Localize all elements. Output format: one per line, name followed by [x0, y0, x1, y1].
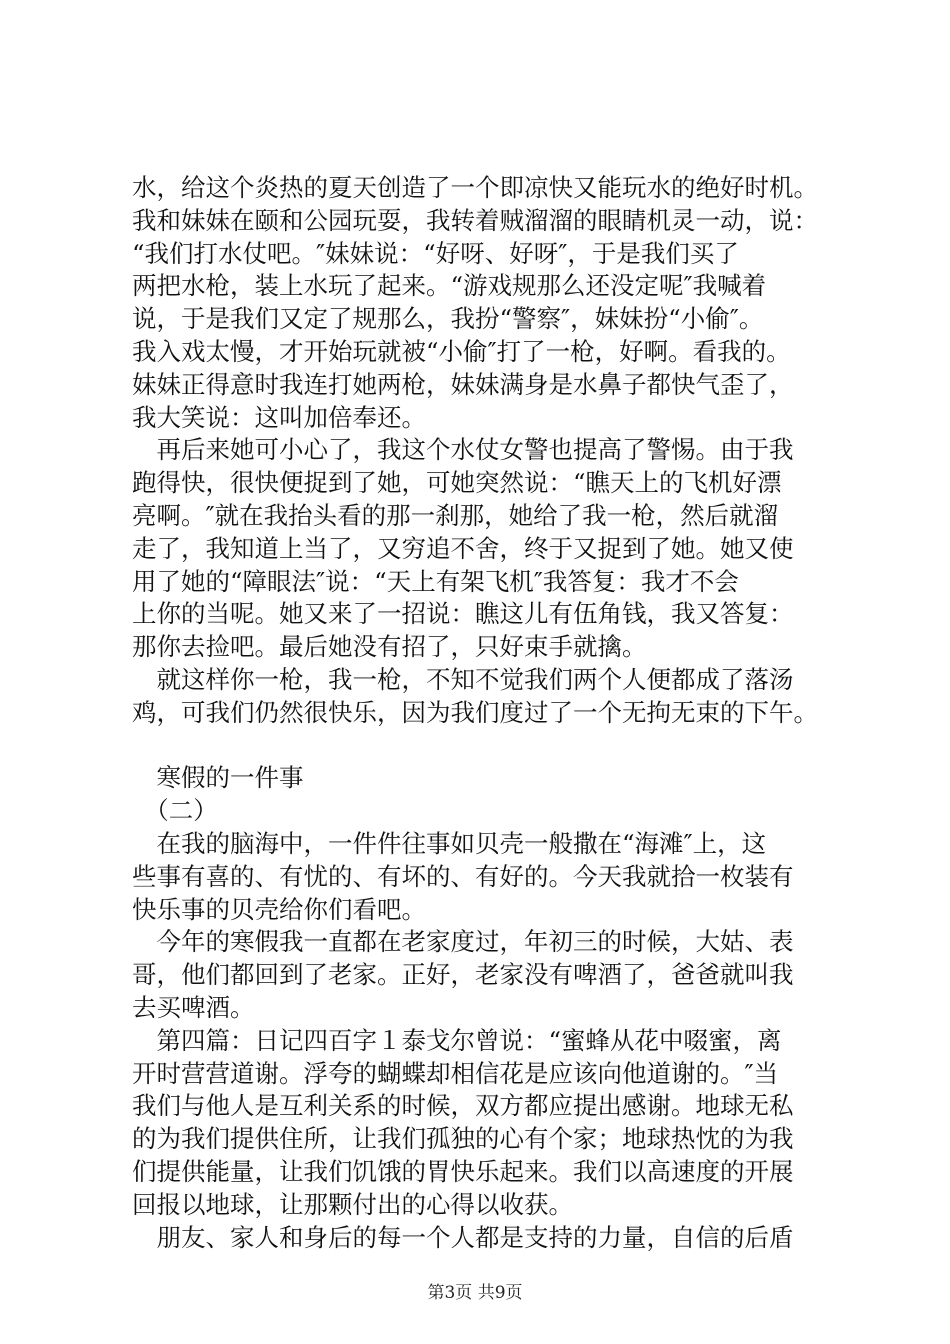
text-line: 那你去捡吧。最后她没有招了，只好束手就擒。 [132, 632, 647, 662]
text-line: 第四篇：日记四百字１泰戈尔曾说：“蜜蜂从花中啜蜜，离 [132, 1025, 782, 1055]
text-line: 在我的脑海中，一件件往事如贝壳一般撒在“海滩″上，这 [132, 828, 767, 858]
text-line: 我大笑说：这叫加倍奉还。 [132, 402, 426, 432]
text-line: 再后来她可小心了，我这个水仗女警也提高了警惕。由于我 [132, 435, 794, 465]
text-line: 说，于是我们又定了规那么，我扮“警察″，妹妹扮“小偷″。 [132, 304, 764, 334]
text-line: 的为我们提供住所，让我们孤独的心有个家；地球热忱的为我 [132, 1124, 794, 1154]
text-line: 些事有喜的、有忧的、有坏的、有好的。今天我就拾一枚装有 [132, 861, 794, 891]
text-line: 我入戏太慢，才开始玩就被“小偷″打了一枪，好啊。看我的。 [132, 336, 791, 366]
text-line: 我们与他人是互利关系的时候，双方都应提出感谢。地球无私 [132, 1091, 794, 1121]
text-line: 哥，他们都回到了老家。正好，老家没有啤酒了，爸爸就叫我 [132, 960, 794, 990]
text-line: 上你的当呢。她又来了一招说：瞧这儿有伍角钱，我又答复： [132, 599, 794, 629]
blank-line [132, 730, 852, 763]
text-line: 亮啊。″就在我抬头看的那一刹那，她给了我一枪，然后就溜 [132, 500, 779, 530]
document-body [132, 172, 852, 1254]
text-line: 回报以地球，让那颗付出的心得以收获。 [132, 1189, 573, 1219]
text-line: 我和妹妹在颐和公园玩耍，我转着贼溜溜的眼睛机灵一动，说： [132, 205, 818, 235]
text-line: 跑得快，很快便捉到了她，可她突然说：“瞧天上的飞机好漂 [132, 468, 782, 498]
text-line: 走了，我知道上当了，又穷追不舍，终于又捉到了她。她又使 [132, 533, 794, 563]
text-line: 们提供能量，让我们饥饿的胃快乐起来。我们以高速度的开展 [132, 1156, 794, 1186]
text-line: 妹妹正得意时我连打她两枪，妹妹满身是水鼻子都快气歪了， [132, 369, 794, 399]
text-line: 鸡，可我们仍然很快乐，因为我们度过了一个无拘无束的下午。 [132, 697, 818, 727]
text-line: 用了她的“障眼法″说：“天上有架飞机″我答复：我才不会 [132, 566, 739, 596]
section-title: 寒假的一件事 [132, 763, 304, 793]
text-line: 今年的寒假我一直都在老家度过，年初三的时候，大姑、表 [132, 927, 794, 957]
section-subtitle: （二） [132, 796, 218, 826]
text-line: 两把水枪，装上水玩了起来。“游戏规那么还没定呢″我喊着 [132, 271, 767, 301]
text-line: 水，给这个炎热的夏天创造了一个即凉快又能玩水的绝好时机。 [132, 173, 818, 202]
page-footer: 第3页 共9页 [427, 1283, 523, 1303]
text-line: “我们打水仗吧。″妹妹说：“好呀、好呀″，于是我们买了 [132, 238, 739, 268]
text-line: 去买啤酒。 [132, 992, 255, 1022]
text-line: 朋友、家人和身后的每一个人都是支持的力量，自信的后盾 [132, 1222, 794, 1252]
text-line: 开时营营道谢。浮夸的蝴蝶却相信花是应该向他道谢的。″当 [132, 1058, 779, 1088]
text-line: 快乐事的贝壳给你们看吧。 [132, 894, 426, 924]
text-line: 就这样你一枪，我一枪，不知不觉我们两个人便都成了落汤 [132, 664, 794, 694]
